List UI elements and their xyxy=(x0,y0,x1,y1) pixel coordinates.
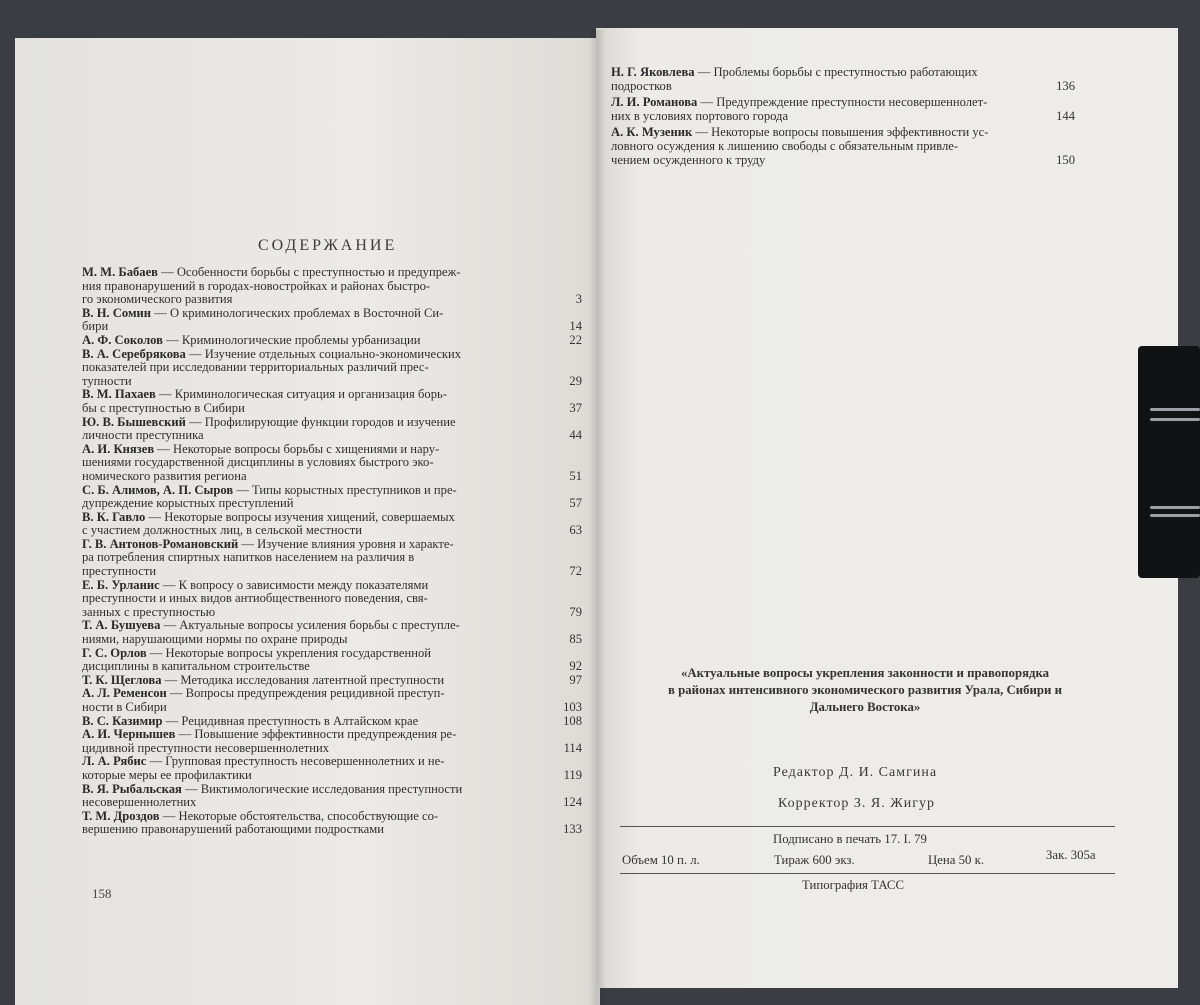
toc-page-number: 114 xyxy=(563,740,582,755)
toc-title-text: — Типы корыстных преступников и пре- xyxy=(236,483,457,497)
toc-page-number: 150 xyxy=(1056,152,1075,167)
toc-entry-line xyxy=(82,375,538,389)
toc-entry-text xyxy=(82,484,538,511)
toc-title-text: чением осужденного к труду xyxy=(611,153,766,167)
price: Цена 50 к. xyxy=(928,853,985,867)
toc-entry-line xyxy=(82,348,538,362)
toc-title-text: — Криминологическая ситуация и организация борь- xyxy=(158,388,447,402)
toc-entry-line xyxy=(82,266,538,280)
toc-entry-text xyxy=(82,511,538,538)
toc-entry xyxy=(82,579,582,620)
toc-author: Т. А. Бушуева xyxy=(82,619,161,633)
toc-entry xyxy=(82,388,582,415)
toc-title-text: них в условиях портового города xyxy=(611,109,789,123)
toc-title-text: ности в Сибири xyxy=(82,701,167,714)
toc-title-text: — Актуальные вопросы усиления борьбы с преступле- xyxy=(163,619,460,633)
toc-author: Л. И. Романова xyxy=(611,96,698,110)
toc-entry-line xyxy=(82,429,538,443)
toc-title-text: — Рецидивная преступность в Алтайском крае xyxy=(165,714,419,728)
divider xyxy=(620,826,1115,827)
toc-entry-line xyxy=(82,280,538,294)
toc-entry-line xyxy=(82,511,538,525)
toc-title-text: ра потребления спиртных напитков населением на различия в xyxy=(82,551,415,565)
volume: Объем 10 п. л. xyxy=(622,853,700,867)
toc-entry-text xyxy=(82,443,538,484)
toc-entry-text xyxy=(82,348,538,389)
toc-title-text: — Виктимологические исследования преступности xyxy=(184,782,463,796)
toc-title-text: — Некоторые вопросы борьбы с хищениями и нару- xyxy=(157,442,440,456)
order-number: Зак. 305а xyxy=(1046,848,1096,862)
toc-entry xyxy=(82,810,582,837)
toc-entry xyxy=(82,755,582,782)
toc-entry-text xyxy=(611,96,1031,123)
toc-title-text: ловного осуждения к лишению свободы с обязательным привле- xyxy=(611,139,959,153)
toc-entry-line xyxy=(82,769,538,783)
toc-title-text: — Предупреждение преступности несовершеннолет- xyxy=(700,96,988,110)
toc-entry-line xyxy=(82,633,538,647)
toc-page-number: 14 xyxy=(569,319,582,334)
toc-title-text: дисциплины в капитальном строительстве xyxy=(82,660,310,674)
toc-entry-line xyxy=(611,66,1031,80)
toc-title-text: номического развития региона xyxy=(82,469,247,483)
divider xyxy=(620,873,1115,874)
toc-entry-text xyxy=(611,66,1031,93)
toc-author: Ю. В. Бышевский xyxy=(82,415,186,429)
toc-entry-line xyxy=(82,742,538,756)
toc-title-text: бири xyxy=(82,320,109,334)
toc-entry-line xyxy=(611,126,1031,140)
toc-entry-text xyxy=(82,307,538,334)
toc-title-text: — Повышение эффективности предупреждения ре- xyxy=(178,728,457,742)
toc-entry-line xyxy=(82,728,538,742)
toc-page-number: 103 xyxy=(563,700,582,714)
toc-entry-line xyxy=(82,810,538,824)
toc-entry-line xyxy=(82,334,538,348)
toc-title-text: ниями, нарушающими нормы по охране природы xyxy=(82,633,348,647)
toc-author: С. Б. Алимов, А. П. Сыров xyxy=(82,483,234,497)
toc-entry xyxy=(82,484,582,511)
toc-page-number: 92 xyxy=(569,659,582,674)
toc-entry-line xyxy=(82,320,538,334)
toc-entry-line xyxy=(82,606,538,620)
toc-entry xyxy=(82,687,582,714)
toc-entry-text xyxy=(82,687,538,714)
book-title-line: в районах интенсивного экономического развития Урала, Сибири и xyxy=(668,683,1062,697)
toc-entry-text xyxy=(82,266,538,307)
toc-entry-text xyxy=(82,674,538,688)
book-title xyxy=(640,665,1090,716)
toc-entry-line xyxy=(82,701,538,715)
toc-entry-line xyxy=(82,497,538,511)
toc-entry-line xyxy=(82,647,538,661)
toc-entry-line xyxy=(82,565,538,579)
toc-entry-text xyxy=(82,647,538,674)
toc-title-text: преступности и иных видов антиобщественного поведения, свя- xyxy=(82,592,428,606)
toc-author: А. Ф. Соколов xyxy=(82,333,163,347)
toc-title-text: — Методика исследования латентной преступности xyxy=(164,673,445,687)
toc-entry-text xyxy=(82,416,538,443)
binder-clip-wire-icon xyxy=(1150,418,1200,421)
toc-entry-line xyxy=(611,154,1031,168)
toc-entry xyxy=(82,307,582,334)
toc-heading: СОДЕРЖАНИЕ xyxy=(258,237,398,254)
toc-page-number: 97 xyxy=(569,672,582,687)
toc-entry-text xyxy=(82,538,538,579)
toc-entry xyxy=(82,715,582,729)
binder-clip-icon xyxy=(1138,346,1200,578)
toc-entry-line xyxy=(82,715,538,729)
toc-title-text: — Профилирующие функции городов и изучение xyxy=(189,415,456,429)
toc-entry-text xyxy=(82,334,538,348)
page-number: 158 xyxy=(92,886,112,901)
toc-page-number: 79 xyxy=(569,604,582,619)
book-gutter xyxy=(588,30,606,1005)
toc-title-text: — Групповая преступность несовершеннолетних и не- xyxy=(149,755,445,769)
toc-entry-text xyxy=(611,126,1031,167)
toc-entry-text xyxy=(82,810,538,837)
toc-entry xyxy=(82,334,582,348)
toc-page-number: 72 xyxy=(569,564,582,579)
toc-title-text: личности преступника xyxy=(82,429,204,443)
toc-entry xyxy=(611,96,1075,123)
toc-entry xyxy=(82,348,582,389)
toc-entry xyxy=(82,443,582,484)
toc-title-text: бы с преступностью в Сибири xyxy=(82,401,245,415)
toc-page-number: 124 xyxy=(563,795,582,810)
toc-page-number: 144 xyxy=(1056,108,1075,123)
toc-entry-line xyxy=(82,524,538,538)
toc-list-continued xyxy=(611,66,1075,167)
toc-page-number: 44 xyxy=(569,428,582,443)
toc-title-text: — Изучение отдельных социально-экономических xyxy=(188,347,462,361)
toc-entry-text xyxy=(82,728,538,755)
toc-title-text: преступности xyxy=(82,565,157,579)
toc-title-text: занных с преступностью xyxy=(82,605,216,619)
printer: Типография ТАСС xyxy=(802,878,904,892)
toc-title-text: — Вопросы предупреждения рецидивной преступ- xyxy=(169,687,445,701)
book-title-line: Дальнего Востока» xyxy=(809,700,921,714)
toc-author: В. К. Гавло xyxy=(82,510,146,524)
toc-title-text: — О криминологических проблемах в Восточной Си- xyxy=(154,306,444,320)
corrector-credit: Корректор З. Я. Жигур xyxy=(778,796,936,811)
toc-entry-line xyxy=(611,80,1031,94)
toc-author: Г. С. Орлов xyxy=(82,646,147,660)
toc-title-text: шениями государственной дисциплины в условиях быстрого эко- xyxy=(82,456,434,470)
book-title-line: «Актуальные вопросы укрепления законности и правопорядка xyxy=(680,666,1050,680)
toc-title-text: — Некоторые вопросы изучения хищений, совершаемых xyxy=(148,510,455,524)
toc-entry-text xyxy=(82,755,538,782)
toc-entry xyxy=(82,619,582,646)
toc-entry-line xyxy=(82,538,538,552)
toc-entry-text xyxy=(82,783,538,810)
toc-author: В. С. Казимир xyxy=(82,714,163,728)
toc-entry-line xyxy=(82,470,538,484)
toc-author: А. И. Князев xyxy=(82,442,155,456)
toc-entry-line xyxy=(82,416,538,430)
toc-title-text: цидивной преступности несовершеннолетних xyxy=(82,741,330,755)
toc-entry-line xyxy=(611,110,1031,124)
toc-list xyxy=(82,266,582,837)
toc-entry-line xyxy=(82,361,538,375)
toc-title-text: — Некоторые вопросы укрепления государственной xyxy=(149,646,432,660)
toc-page-number: 133 xyxy=(563,822,582,837)
toc-page-number: 85 xyxy=(569,632,582,647)
toc-title-text: тупности xyxy=(82,374,132,388)
toc-title-text: ния правонарушений в городах-новостройках и районах быстро- xyxy=(82,279,431,293)
toc-entry-line xyxy=(82,796,538,810)
toc-entry-text xyxy=(82,579,538,620)
toc-entry-line xyxy=(82,592,538,606)
toc-author: Е. Б. Урланис xyxy=(82,578,160,592)
toc-author: А. К. Музеник xyxy=(611,126,693,140)
toc-title-text: — К вопросу о зависимости между показателями xyxy=(162,578,429,592)
toc-entry-line xyxy=(82,619,538,633)
binder-clip-wire-icon xyxy=(1150,514,1200,517)
toc-title-text: подростков xyxy=(611,79,672,93)
toc-title-text: с участием должностных лиц, в сельской местности xyxy=(82,524,363,538)
binder-clip-wire-icon xyxy=(1150,408,1200,411)
toc-entry xyxy=(82,674,582,688)
toc-author: В. А. Серебрякова xyxy=(82,347,186,361)
toc-entry xyxy=(82,728,582,755)
toc-page-number: 63 xyxy=(569,523,582,538)
toc-entry-line xyxy=(82,755,538,769)
binder-clip-wire-icon xyxy=(1150,506,1200,509)
toc-page-number: 136 xyxy=(1056,78,1075,93)
toc-entry-line xyxy=(611,140,1031,154)
toc-title-text: го экономического развития xyxy=(82,293,233,307)
toc-entry xyxy=(82,783,582,810)
toc-title-text: вершению правонарушений работающими подростками xyxy=(82,823,384,837)
toc-title-text: — Некоторые вопросы повышения эффективности ус- xyxy=(695,126,989,140)
toc-entry-text xyxy=(82,619,538,646)
toc-entry-line xyxy=(82,456,538,470)
toc-title-text: — Проблемы борьбы с преступностью работающих xyxy=(697,66,978,79)
toc-page-number: 119 xyxy=(563,767,582,782)
toc-entry-line xyxy=(82,443,538,457)
toc-page-number: 51 xyxy=(569,468,582,483)
toc-title-text: — Криминологические проблемы урбанизации xyxy=(166,333,421,347)
toc-title-text: дупреждение корыстных преступлений xyxy=(82,497,294,511)
toc-entry-line xyxy=(82,293,538,307)
toc-entry-line xyxy=(82,687,538,701)
toc-entry-line xyxy=(82,579,538,593)
toc-entry-line xyxy=(82,660,538,674)
toc-author: Т. К. Щеглова xyxy=(82,673,162,687)
toc-author: Т. М. Дроздов xyxy=(82,809,160,823)
toc-author: В. Я. Рыбальская xyxy=(82,782,182,796)
toc-author: М. М. Бабаев xyxy=(82,266,158,279)
print-run: Тираж 600 экз. xyxy=(774,853,855,867)
toc-author: Л. А. Рябис xyxy=(82,755,147,769)
toc-author: В. М. Пахаев xyxy=(82,388,156,402)
toc-title-text: — Особенности борьбы с преступностью и предупреж- xyxy=(161,266,461,279)
signed-to-print: Подписано в печать 17. I. 79 xyxy=(773,832,927,846)
toc-page-number: 22 xyxy=(569,332,582,347)
toc-page-number: 3 xyxy=(575,292,582,307)
toc-entry xyxy=(611,66,1075,93)
toc-title-text: показателей при исследовании территориальных различий прес- xyxy=(82,361,429,375)
editor-credit: Редактор Д. И. Самгина xyxy=(773,765,938,780)
toc-entry-text xyxy=(82,715,538,729)
toc-entry-line xyxy=(82,388,538,402)
toc-page-number: 29 xyxy=(569,373,582,388)
toc-author: А. И. Чернышев xyxy=(82,728,176,742)
toc-entry-line xyxy=(82,783,538,797)
toc-title-text: — Изучение влияния уровня и характе- xyxy=(241,537,454,551)
toc-entry xyxy=(82,266,582,307)
toc-entry-line xyxy=(82,484,538,498)
toc-entry xyxy=(611,126,1075,167)
toc-page-number: 108 xyxy=(563,713,582,728)
toc-entry xyxy=(82,511,582,538)
toc-entry-line xyxy=(82,402,538,416)
toc-title-text: — Некоторые обстоятельства, способствующие со- xyxy=(162,809,439,823)
toc-entry-line xyxy=(611,96,1031,110)
toc-entry-line xyxy=(82,551,538,565)
toc-entry-line xyxy=(82,674,538,688)
toc-title-text: которые меры ее профилактики xyxy=(82,768,252,782)
toc-author: Г. В. Антонов-Романовский xyxy=(82,537,239,551)
toc-page-number: 37 xyxy=(569,400,582,415)
toc-entry xyxy=(82,647,582,674)
toc-entry xyxy=(82,416,582,443)
toc-author: В. Н. Сомин xyxy=(82,306,152,320)
toc-title-text: несовершеннолетних xyxy=(82,796,197,810)
toc-author: Н. Г. Яковлева xyxy=(611,66,695,79)
toc-author: А. Л. Ременсон xyxy=(82,687,167,701)
toc-entry-text xyxy=(82,388,538,415)
toc-page-number: 57 xyxy=(569,496,582,511)
toc-entry-line xyxy=(82,823,538,837)
toc-entry xyxy=(82,538,582,579)
toc-entry-line xyxy=(82,307,538,321)
